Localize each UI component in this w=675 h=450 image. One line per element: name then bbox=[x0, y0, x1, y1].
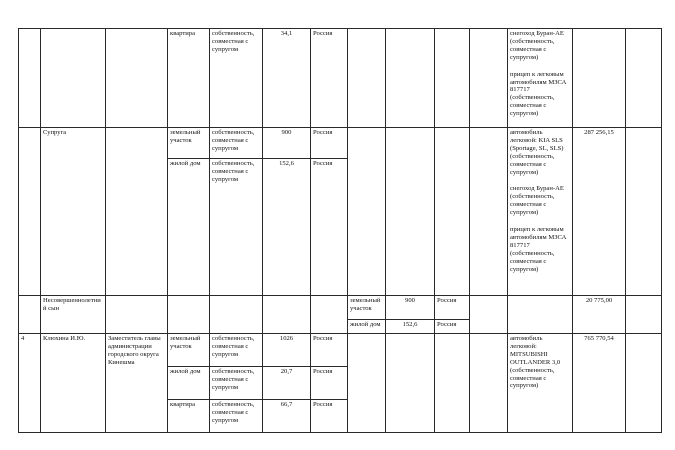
cell-use-area bbox=[386, 334, 435, 433]
cell-area: 66,7 bbox=[263, 400, 311, 433]
cell-extra bbox=[470, 29, 508, 128]
cell-use-area: 152,6 bbox=[386, 320, 435, 334]
cell-number bbox=[19, 296, 41, 334]
cell-object-type: квартира bbox=[168, 400, 210, 433]
cell-ownership: собственность, совместная с супругом bbox=[210, 159, 263, 296]
cell-number bbox=[19, 29, 41, 128]
cell-object-type: земельный участок bbox=[168, 334, 210, 367]
cell-extra bbox=[470, 128, 508, 296]
cell-position bbox=[106, 296, 168, 334]
cell-name: Несовершеннолетний сын bbox=[41, 296, 106, 334]
cell-country: Россия bbox=[311, 334, 348, 367]
table-row bbox=[19, 29, 662, 128]
cell-vehicles bbox=[508, 334, 573, 433]
vehicle-entry: прицеп к легковым автомобилям МЗСА 817717 (собственность, совместная с супругом) bbox=[510, 226, 567, 273]
cell-country bbox=[311, 296, 348, 334]
cell-use-type bbox=[348, 29, 386, 128]
cell-name bbox=[41, 29, 106, 128]
cell-area: 34,1 bbox=[263, 29, 311, 128]
cell-income bbox=[573, 29, 626, 128]
cell-number bbox=[19, 128, 41, 296]
cell-country: Россия bbox=[311, 128, 348, 159]
vehicle-entry: снегоход Буран-АЕ (собственность, совместная с супругом) bbox=[510, 30, 564, 61]
cell-ownership bbox=[210, 296, 263, 334]
cell-area: 900 bbox=[263, 128, 311, 159]
cell-object-type bbox=[168, 296, 210, 334]
declaration-table bbox=[18, 28, 662, 433]
cell-source bbox=[626, 29, 662, 128]
cell-ownership: собственность, совместная с супругом bbox=[210, 29, 263, 128]
cell-vehicles bbox=[508, 128, 573, 296]
cell-vehicles bbox=[508, 29, 573, 128]
cell-area: 1026 bbox=[263, 334, 311, 367]
cell-country: Россия bbox=[311, 159, 348, 296]
vehicle-entry: автомобиль легковой: MITSUBISHI OUTLANDER 3,0 (собственность, совместная с супругом) bbox=[510, 335, 561, 390]
cell-area bbox=[263, 296, 311, 334]
cell-name: Супруга bbox=[41, 128, 106, 296]
cell-object-type: земельный участок bbox=[168, 128, 210, 159]
cell-use-country: Россия bbox=[435, 320, 470, 334]
cell-use-type bbox=[348, 334, 386, 433]
cell-income: 765 770,54 bbox=[573, 334, 626, 433]
vehicle-entry: прицеп к легковым автомобилям МЗСА 817717 (собственность, совместная с супругом) bbox=[510, 70, 567, 118]
cell-use-country: Россия bbox=[435, 296, 470, 320]
cell-income: 20 775,00 bbox=[573, 296, 626, 334]
cell-number: 4 bbox=[19, 334, 41, 433]
vehicle-entry: автомобиль легковой: KIA SLS (Sportage, SL, SLS) (собственность, совместная с супругом) bbox=[510, 129, 564, 176]
cell-source bbox=[626, 128, 662, 296]
cell-position: Заместитель главы администрации городского округа Кинешма bbox=[106, 334, 168, 433]
cell-object-type: жилой дом bbox=[168, 367, 210, 400]
cell-vehicles bbox=[508, 296, 573, 334]
cell-area: 20,7 bbox=[263, 367, 311, 400]
cell-use-country bbox=[435, 128, 470, 296]
cell-ownership: собственность, совместная с супругом bbox=[210, 128, 263, 159]
cell-country: Россия bbox=[311, 400, 348, 433]
cell-use-country bbox=[435, 29, 470, 128]
cell-ownership: собственность, совместная с супругом bbox=[210, 367, 263, 400]
cell-object-type: жилой дом bbox=[168, 159, 210, 296]
cell-use-area bbox=[386, 29, 435, 128]
cell-use-type: жилой дом bbox=[348, 320, 386, 334]
cell-position bbox=[106, 128, 168, 296]
cell-extra bbox=[470, 334, 508, 433]
cell-ownership: собственность, совместная с супругом bbox=[210, 400, 263, 433]
cell-country: Россия bbox=[311, 367, 348, 400]
cell-area: 152,6 bbox=[263, 159, 311, 296]
cell-country: Россия bbox=[311, 29, 348, 128]
cell-ownership: собственность, совместная с супругом bbox=[210, 334, 263, 367]
table-row bbox=[19, 334, 662, 367]
cell-source bbox=[626, 296, 662, 334]
cell-name: Клюхина И.Ю. bbox=[41, 334, 106, 433]
cell-position bbox=[106, 29, 168, 128]
cell-extra bbox=[470, 296, 508, 334]
cell-use-country bbox=[435, 334, 470, 433]
cell-use-area bbox=[386, 128, 435, 296]
cell-use-area: 900 bbox=[386, 296, 435, 320]
table-row bbox=[19, 296, 662, 320]
cell-use-type: земельный участок bbox=[348, 296, 386, 320]
cell-object-type: квартира bbox=[168, 29, 210, 128]
table-row bbox=[19, 128, 662, 159]
vehicle-entry: снегоход Буран-АЕ (собственность, совместная с супругом) bbox=[510, 185, 564, 217]
cell-income: 287 256,15 bbox=[573, 128, 626, 296]
cell-use-type bbox=[348, 128, 386, 296]
cell-source bbox=[626, 334, 662, 433]
